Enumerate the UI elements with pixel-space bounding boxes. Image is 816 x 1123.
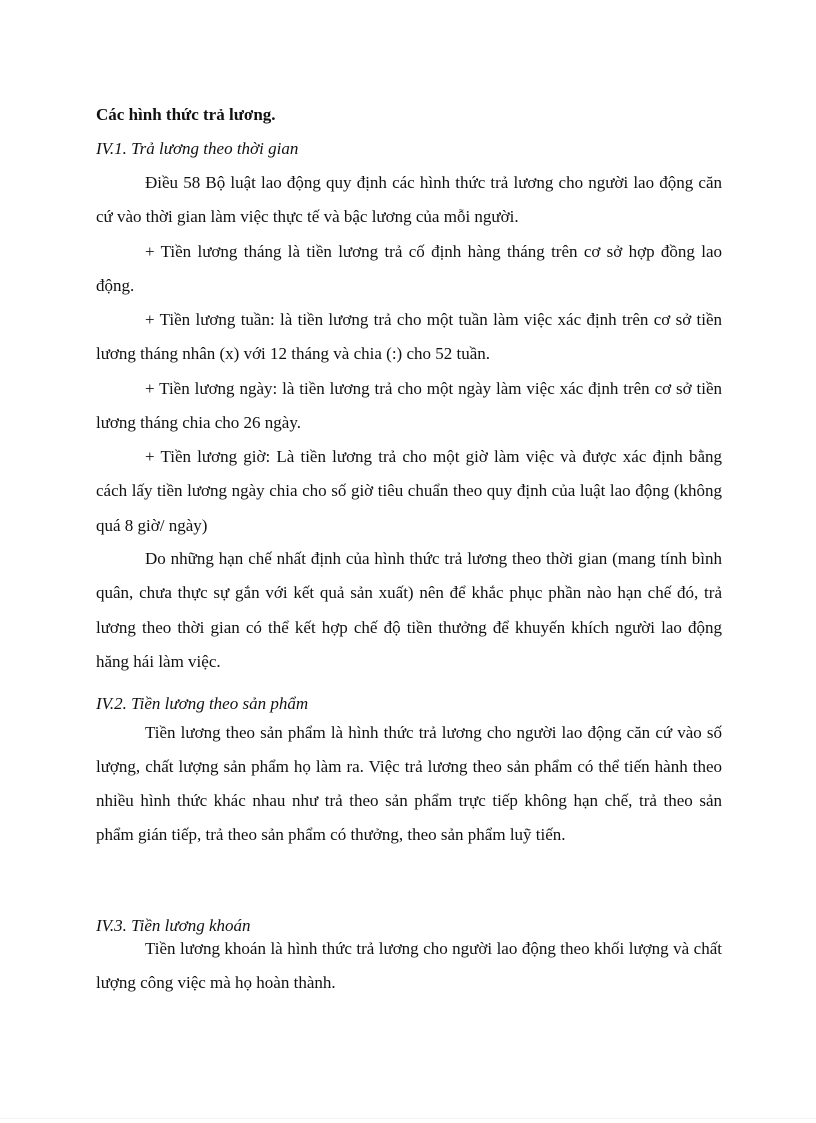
paragraph: Tiền lương theo sản phẩm là hình thức trả lương cho người lao động căn cứ vào số lượng, chất lượng sản phẩm họ làm ra. Việc trả lương theo sản phẩm có thể tiến hành theo nhiều hình thức khác nhau như trả theo sản phẩm trực tiếp không hạn chế, trả theo sản phẩm gián tiếp, trả theo sản phẩm có thưởng, theo sản phẩm luỹ tiến.: [96, 723, 722, 844]
document-title: Các hình thức trả lương.: [96, 105, 276, 124]
document-page: [96, 0, 722, 1123]
section-heading-iv3: IV.3. Tiền lương khoán: [96, 916, 251, 935]
paragraph: Điều 58 Bộ luật lao động quy định các hình thức trả lương cho người lao động căn cứ vào thời gian làm việc thực tế và bậc lương của mỗi người.: [96, 173, 722, 227]
paragraph: + Tiền lương giờ: Là tiền lương trả cho một giờ làm việc và được xác định bằng cách lấy tiền lương ngày chia cho số giờ tiêu chuẩn theo quy định của luật lao động (không quá 8 giờ/ ngày): [96, 447, 722, 535]
section-heading-iv1: IV.1. Trả lương theo thời gian: [96, 139, 299, 158]
paragraph: + Tiền lương ngày: là tiền lương trả cho một ngày làm việc xác định trên cơ sở tiền lương tháng chia cho 26 ngày.: [96, 379, 722, 433]
paragraph: + Tiền lương tuần: là tiền lương trả cho một tuần làm việc xác định trên cơ sở tiền lương tháng nhân (x) với 12 tháng và chia (:) cho 52 tuần.: [96, 310, 722, 364]
section-heading-iv2: IV.2. Tiền lương theo sản phẩm: [96, 694, 309, 713]
paragraph: Tiền lương khoán là hình thức trả lương cho người lao động theo khối lượng và chất lượng công việc mà họ hoàn thành.: [96, 939, 722, 992]
page-edge-divider: [0, 1118, 816, 1119]
paragraph: + Tiền lương tháng là tiền lương trả cố định hàng tháng trên cơ sở hợp đồng lao động.: [96, 242, 722, 296]
paragraph: Do những hạn chế nhất định của hình thức trả lương theo thời gian (mang tính bình quân, chưa thực sự gắn với kết quả sản xuất) nên để khắc phục phần nào hạn chế đó, trả lương theo thời gian có thể kết hợp chế độ tiền thưởng để khuyến khích người lao động hăng hái làm việc.: [96, 549, 722, 671]
